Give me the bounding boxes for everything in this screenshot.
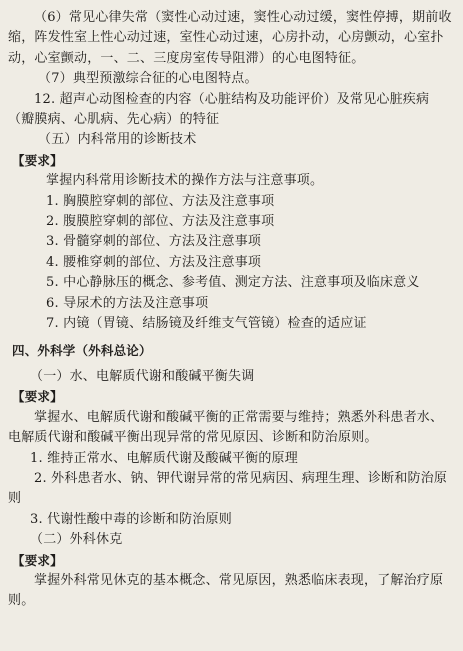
requirement-label: 【要求】 xyxy=(12,152,63,168)
section-heading-water-electrolyte: （一）水、电解质代谢和酸碱平衡失调 xyxy=(30,368,255,384)
requirement-text: 掌握水、电解质代谢和酸碱平衡的正常需要与维持；熟悉外科患者水、电解质代谢和酸碱平衡出现异常的常见原因、诊断和防治原则。 xyxy=(8,409,444,446)
list-item: 3. 骨髓穿刺的部位、方法及注意事项 xyxy=(46,234,262,250)
requirement-text: 掌握内科常用诊断技术的操作方法与注意事项。 xyxy=(46,173,324,189)
section-heading-diagnostic-techniques: （五）内科常用的诊断技术 xyxy=(38,132,197,148)
requirement-label: 【要求】 xyxy=(12,552,63,568)
list-item: 7. 内镜（胃镜、结肠镜及纤维支气管镜）检查的适应证 xyxy=(46,316,367,332)
section-heading-shock: （二）外科休克 xyxy=(30,532,123,548)
list-item: 1. 维持正常水、电解质代谢及酸碱平衡的原理 xyxy=(30,450,298,466)
chapter-heading-surgery: 四、外科学（外科总论） xyxy=(12,342,152,358)
requirement-text: 掌握外科常见休克的基本概念、常见原因，熟悉临床表现，了解治疗原则。 xyxy=(8,572,444,609)
list-item: 3. 代谢性酸中毒的诊断和防治原则 xyxy=(30,511,232,527)
list-item: 6. 导尿术的方法及注意事项 xyxy=(46,295,209,311)
list-item: 1. 胸膜腔穿刺的部位、方法及注意事项 xyxy=(46,193,275,209)
list-item: 2. 腹膜腔穿刺的部位、方法及注意事项 xyxy=(46,214,275,230)
item-echocardiography: 12. 超声心动图检查的内容（心脏结构及功能评价）及常见心脏疾病（瓣膜病、心肌病、先心病）的特征 xyxy=(8,91,430,128)
paragraph-arrhythmia-ecg: （6）常见心律失常（窦性心动过速，窦性心动过缓，窦性停搏，期前收缩，阵发性室上性心动过速，室性心动过速，心房扑动，心房颤动，心室扑动，心室颤动，一、二、三度房室传导阻滞）的心电图特征。 xyxy=(8,10,452,66)
requirement-label: 【要求】 xyxy=(12,389,63,405)
list-item: 5. 中心静脉压的概念、参考值、测定方法、注意事项及临床意义 xyxy=(46,275,420,291)
list-item: 4. 腰椎穿刺的部位、方法及注意事项 xyxy=(46,254,262,270)
list-item: 2. 外科患者水、钠、钾代谢异常的常见病因、病理生理、诊断和防治原则 xyxy=(8,470,448,507)
item-preexcitation-ecg: （7）典型预激综合征的心电图特点。 xyxy=(38,71,258,87)
